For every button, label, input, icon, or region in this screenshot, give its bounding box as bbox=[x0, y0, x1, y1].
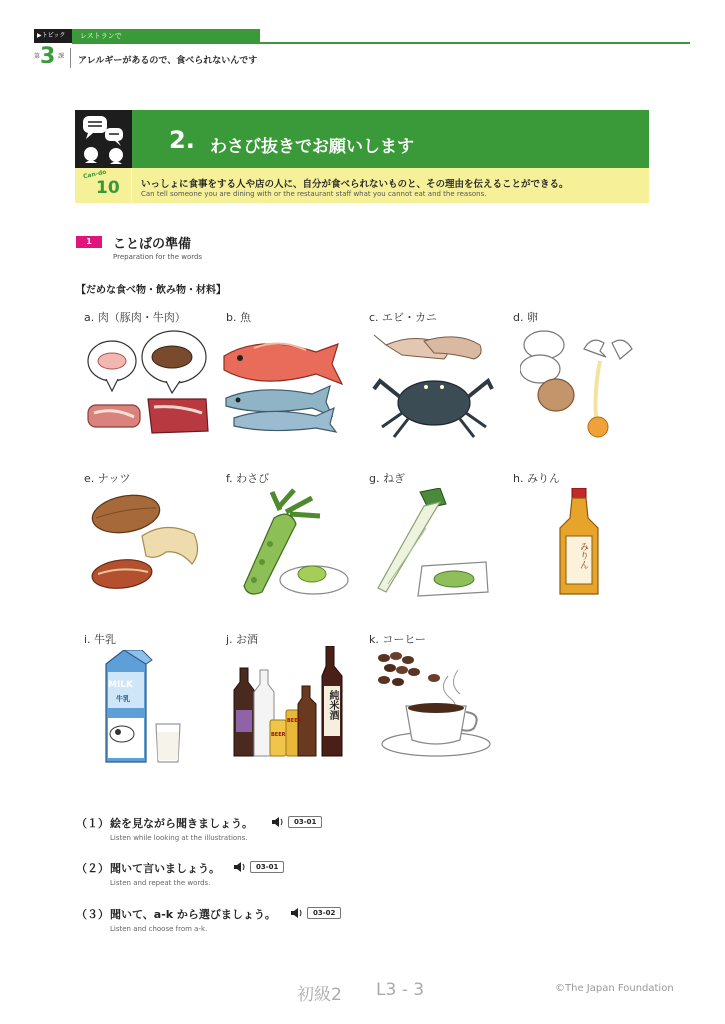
can-do-text-en: Can tell someone you are dining with or the restaurant staff what you cannot eat and the reasons. bbox=[141, 190, 487, 198]
exercise-3-english: Listen and choose from a-k. bbox=[110, 925, 208, 933]
can-do-text-ja: いっしょに食事をする人や店の人に、自分が食べられないものと、その理由を伝えることができる。 bbox=[141, 179, 569, 190]
item-label-i: i. 牛乳 bbox=[84, 633, 117, 646]
exercise-1 bbox=[76, 815, 456, 845]
exercise-3-number: （３） bbox=[76, 908, 109, 921]
coffee-icon bbox=[374, 648, 494, 760]
milk-label-text: MILK bbox=[108, 680, 134, 690]
item-label-f: f. わさび bbox=[226, 472, 270, 485]
item-label-d: d. 卵 bbox=[513, 311, 538, 324]
topic-bar bbox=[34, 29, 690, 44]
audio-track-code[interactable]: 03-02 bbox=[307, 907, 341, 919]
exercise-2-text: 聞いて言いましょう。 bbox=[110, 862, 220, 875]
speaker-icon[interactable] bbox=[271, 816, 285, 828]
exercise-2 bbox=[76, 860, 456, 890]
exercise-1-audio[interactable] bbox=[271, 816, 322, 828]
exercise-3-text: 聞いて、a-k から選びましょう。 bbox=[110, 908, 276, 921]
item-label-b: b. 魚 bbox=[226, 311, 251, 324]
section-title: ことばの準備 bbox=[113, 237, 192, 252]
audio-track-code[interactable]: 03-01 bbox=[288, 816, 322, 828]
milk-icon bbox=[100, 650, 196, 764]
category-title: 【だめな食べ物・飲み物・材料】 bbox=[76, 285, 226, 296]
footer-course: 初級2 bbox=[297, 985, 342, 1005]
item-label-k: k. コーヒー bbox=[369, 633, 426, 646]
beer-label-1: BEER bbox=[271, 732, 286, 738]
title-banner bbox=[75, 110, 649, 203]
can-do-label: Can-do bbox=[82, 168, 108, 181]
banner-number: 2. bbox=[169, 126, 195, 154]
exercise-1-text: 絵を見ながら聞きましょう。 bbox=[110, 817, 253, 830]
item-label-c: c. エビ・カニ bbox=[369, 311, 438, 324]
can-do-badge bbox=[75, 168, 132, 203]
shrimp-crab-icon bbox=[372, 327, 494, 443]
fish-icon bbox=[220, 330, 362, 434]
can-do-description bbox=[132, 168, 649, 203]
can-do-number: 10 bbox=[96, 178, 120, 198]
lesson-number: 第 3 課 bbox=[34, 44, 65, 69]
exercise-3 bbox=[76, 906, 456, 936]
mirin-bottle-icon bbox=[554, 488, 604, 598]
banner-title: わさび抜きでお願いします bbox=[210, 137, 414, 157]
milk-label-ja: 牛乳 bbox=[116, 695, 130, 703]
audio-track-code[interactable]: 03-01 bbox=[250, 861, 284, 873]
beer-label-2: BEER bbox=[287, 718, 302, 724]
exercise-3-audio[interactable] bbox=[290, 907, 341, 919]
nuts-icon bbox=[86, 490, 204, 596]
topic-divider bbox=[72, 42, 690, 44]
topic-name: レストランで bbox=[72, 29, 260, 43]
green-onion-icon bbox=[376, 488, 494, 600]
speaker-icon[interactable] bbox=[233, 861, 247, 873]
wasabi-icon bbox=[234, 488, 352, 600]
exercise-2-number: （２） bbox=[76, 862, 109, 875]
footer-page-number: L3 - 3 bbox=[376, 980, 425, 1000]
meat-icon bbox=[84, 327, 212, 439]
exercise-2-english: Listen and repeat the words. bbox=[110, 879, 211, 887]
item-label-j: j. お酒 bbox=[226, 633, 259, 646]
topic-tag: ▶トピック bbox=[34, 29, 72, 43]
item-label-h: h. みりん bbox=[513, 472, 560, 485]
exercise-1-number: （１） bbox=[76, 817, 109, 830]
mirin-label-text: みりん bbox=[578, 542, 588, 569]
exercise-1-english: Listen while looking at the illustrations. bbox=[110, 834, 248, 842]
item-label-e: e. ナッツ bbox=[84, 472, 131, 485]
alcohol-icon bbox=[230, 646, 350, 760]
section-subtitle: Preparation for the words bbox=[113, 253, 203, 261]
egg-icon bbox=[520, 327, 642, 443]
speaker-icon[interactable] bbox=[290, 907, 304, 919]
item-label-g: g. ねぎ bbox=[369, 472, 405, 485]
exercise-2-audio[interactable] bbox=[233, 861, 284, 873]
conversation-icon bbox=[75, 110, 132, 168]
item-label-a: a. 肉（豚肉・牛肉） bbox=[84, 311, 186, 324]
sake-label-text: 純米酒 bbox=[327, 690, 338, 720]
footer-copyright: ©The Japan Foundation bbox=[555, 983, 674, 994]
section-number-badge: 1 bbox=[76, 236, 102, 248]
lesson-title: アレルギーがあるので、食べられないんです bbox=[78, 56, 258, 66]
lesson-separator bbox=[70, 48, 71, 68]
